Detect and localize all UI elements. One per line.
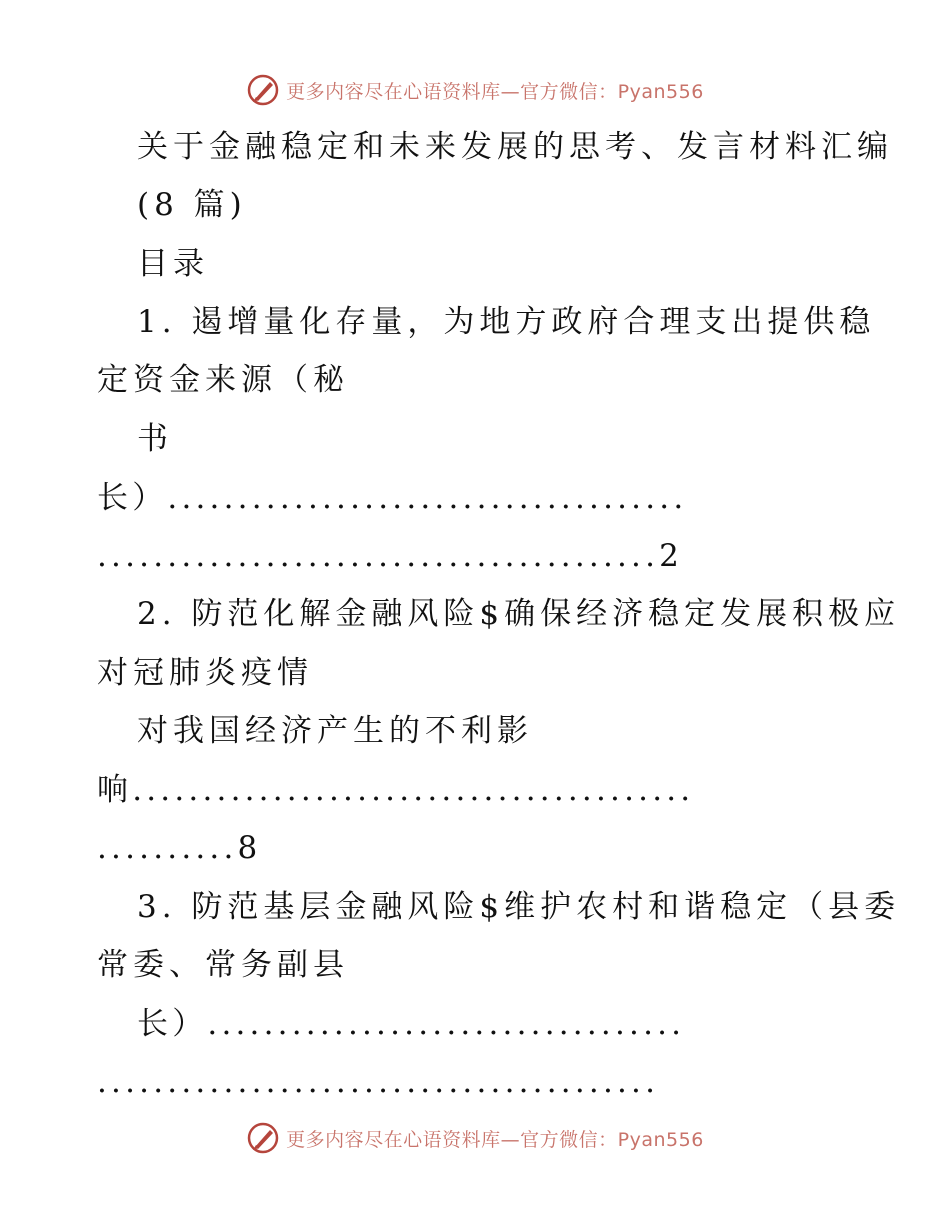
toc-item-1-line3: 书	[137, 421, 173, 457]
toc-item-3-line2: 常委、常务副县	[97, 947, 349, 983]
footer-banner	[0, 1118, 950, 1158]
toc-item-3-line4: ........................................	[97, 1064, 660, 1100]
banner-text-footer: 更多内容尽在心语资料库—官方微信：Pyan556	[286, 1128, 704, 1151]
toc-item-1-line2: 定资金来源（秘	[97, 362, 349, 398]
toc-item-2-line4: 响........................................	[97, 772, 695, 808]
banner-inner-footer	[246, 1121, 704, 1155]
toc-item-2-line5: ..........8	[97, 830, 262, 866]
document-title-line1: 关于金融稳定和未来发展的思考、发言材料汇编	[137, 129, 893, 165]
document-title-line2: (8 篇)	[137, 187, 247, 223]
toc-item-2-line1: 2. 防范化解金融风险$确保经济稳定发展积极应	[137, 596, 901, 632]
toc-heading: 目录	[137, 246, 209, 282]
toc-item-3-line1: 3. 防范基层金融风险$维护农村和谐稳定（县委	[137, 889, 901, 925]
banner-inner	[246, 73, 704, 107]
toc-item-2-line3: 对我国经济产生的不利影	[137, 713, 533, 749]
header-banner	[0, 70, 950, 110]
toc-item-1-line5: ........................................2	[97, 538, 684, 574]
pen-circle-logo-icon	[246, 73, 280, 107]
toc-item-2-line2: 对冠肺炎疫情	[97, 655, 313, 691]
pen-circle-logo-icon	[246, 1121, 280, 1155]
toc-item-3-line3: 长）..................................	[137, 1006, 686, 1042]
banner-text: 更多内容尽在心语资料库—官方微信：Pyan556	[286, 80, 704, 103]
toc-item-1-line1: 1. 遏增量化存量，为地方政府合理支出提供稳	[137, 304, 876, 340]
toc-item-1-line4: 长）.....................................	[97, 480, 688, 516]
